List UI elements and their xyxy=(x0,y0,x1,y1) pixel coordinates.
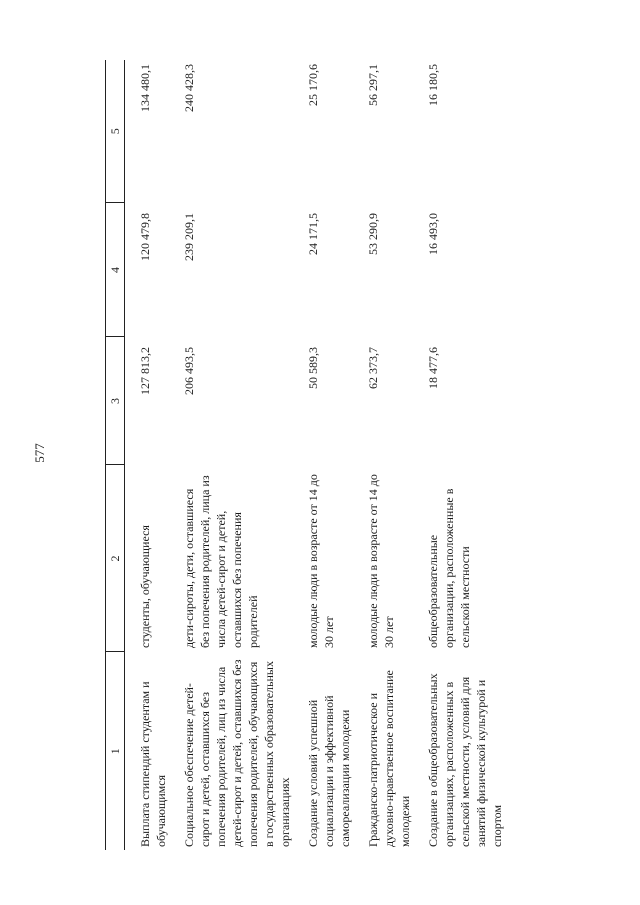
column-header-2: 2 xyxy=(106,465,125,652)
value-column-4: 53 290,9 xyxy=(366,213,380,255)
recipient-category: общеобразовательные организации, расположенные в сельской местности xyxy=(426,488,472,648)
value-column-5: 134 480,1 xyxy=(138,64,152,112)
value-column-4: 120 479,8 xyxy=(138,213,152,261)
rotated-table-container xyxy=(105,36,615,850)
value-column-3: 206 493,5 xyxy=(182,347,196,395)
value-column-3: 127 813,2 xyxy=(138,347,152,395)
measure-name: Выплата стипендий студентам и обучающимся xyxy=(138,681,168,847)
column-header-3: 3 xyxy=(106,337,125,465)
recipient-category: студенты, обучающиеся xyxy=(138,525,152,648)
table-row xyxy=(169,60,293,850)
value-column-3: 18 477,6 xyxy=(426,347,440,389)
value-column-4: 16 493,0 xyxy=(426,213,440,255)
value-column-3: 50 589,3 xyxy=(306,347,320,389)
table-row xyxy=(413,60,505,850)
measure-name: Создание в общеобразовательных организациях, расположенных в сельской местности, условий для занятий физической культурой и спортом xyxy=(426,673,504,847)
table-row xyxy=(353,60,413,850)
column-header-4: 4 xyxy=(106,203,125,337)
measure-name: Гражданско-патриотическое и духовно-нравственное воспитание молодежи xyxy=(366,670,412,847)
value-column-5: 56 297,1 xyxy=(366,64,380,106)
table-header-row xyxy=(106,60,125,850)
column-header-1: 1 xyxy=(106,652,125,850)
value-column-4: 239 209,1 xyxy=(182,213,196,261)
table-row xyxy=(293,60,353,850)
value-column-4: 24 171,5 xyxy=(306,213,320,255)
table-row xyxy=(125,60,170,850)
measure-name: Социальное обеспечение детей-сирот и детей, оставшихся без попечения родителей, лиц из числа детей-сирот и детей, оставшихся без попечения родителей, обучающихся в государственных образовательных организациях xyxy=(182,659,292,847)
value-column-5: 16 180,5 xyxy=(426,64,440,106)
recipient-category: молодые люди в возрасте от 14 до 30 лет xyxy=(306,474,336,648)
value-column-5: 240 428,3 xyxy=(182,64,196,112)
recipient-category: дети-сироты, дети, оставшиеся без попечения родителей, лица из числа детей-сирот и детей, оставшихся без попечения родителей xyxy=(182,475,260,648)
budget-table xyxy=(105,60,505,850)
value-column-3: 62 373,7 xyxy=(366,347,380,389)
column-header-5: 5 xyxy=(106,60,125,203)
recipient-category: молодые люди в возрасте от 14 до 30 лет xyxy=(366,474,396,648)
measure-name: Создание условий успешной социализации и эффективной самореализации молодежи xyxy=(306,695,352,847)
page-number: 577 xyxy=(32,443,47,463)
value-column-5: 25 170,6 xyxy=(306,64,320,106)
